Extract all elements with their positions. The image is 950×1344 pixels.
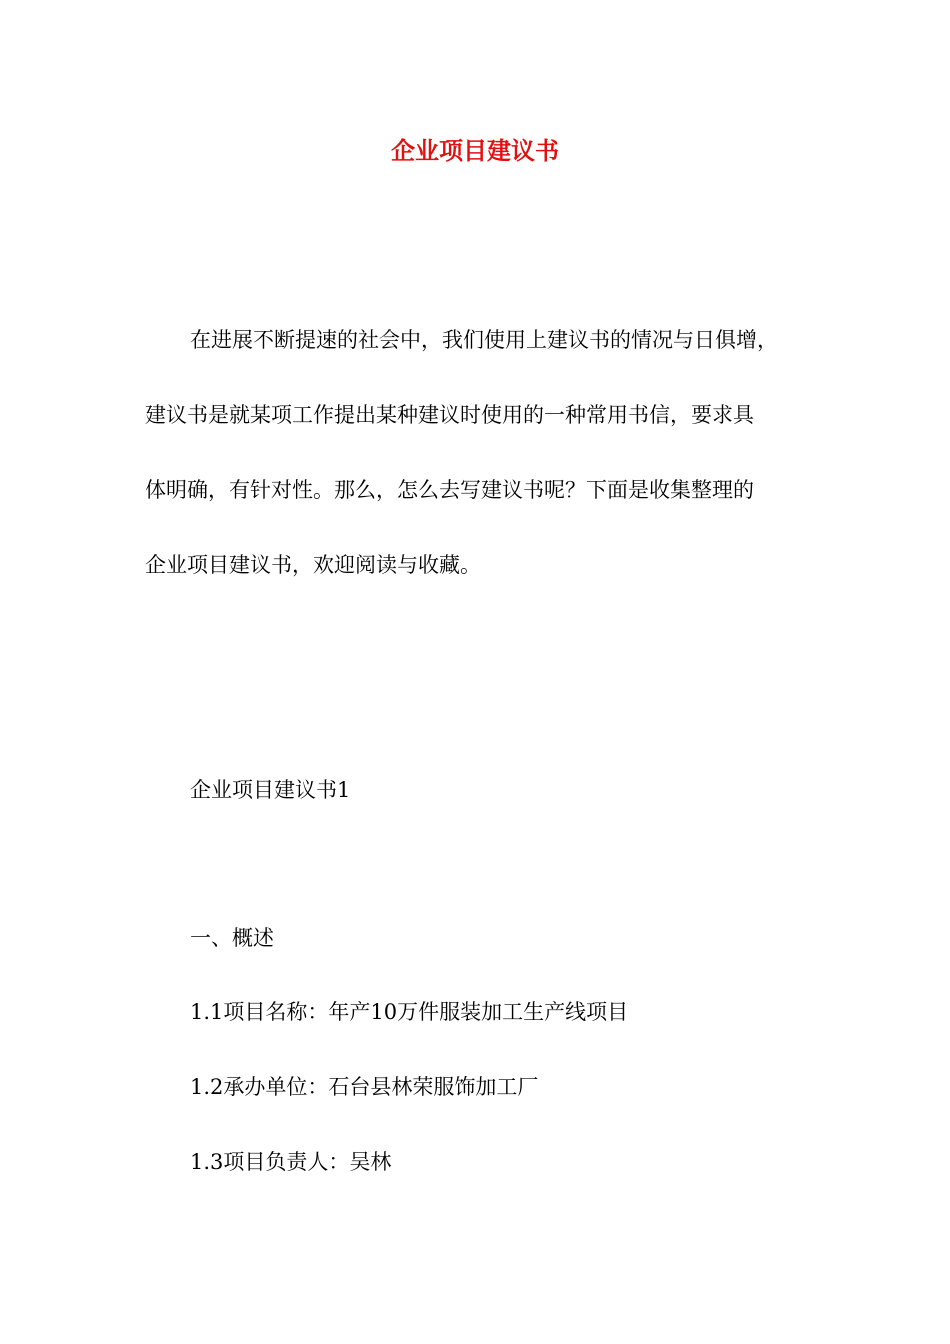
section-heading: 企业项目建议书1 [190, 778, 351, 802]
intro-paragraph-line-4: 企业项目建议书，欢迎阅读与收藏。 [145, 553, 481, 577]
intro-paragraph-line-3: 体明确，有针对性。那么，怎么去写建议书呢？下面是收集整理的 [145, 478, 754, 502]
item-project-name: 1.1项目名称：年产10万件服装加工生产线项目 [190, 1000, 629, 1024]
intro-paragraph-line-1: 在进展不断提速的社会中，我们使用上建议书的情况与日俱增， [190, 328, 778, 352]
intro-paragraph-line-2: 建议书是就某项工作提出某种建议时使用的一种常用书信，要求具 [145, 403, 754, 427]
overview-heading: 一、概述 [190, 926, 274, 950]
item-project-lead: 1.3项目负责人：吴林 [190, 1150, 392, 1174]
item-organizer: 1.2承办单位：石台县林荣服饰加工厂 [190, 1075, 539, 1099]
document-title: 企业项目建议书 [391, 136, 559, 165]
